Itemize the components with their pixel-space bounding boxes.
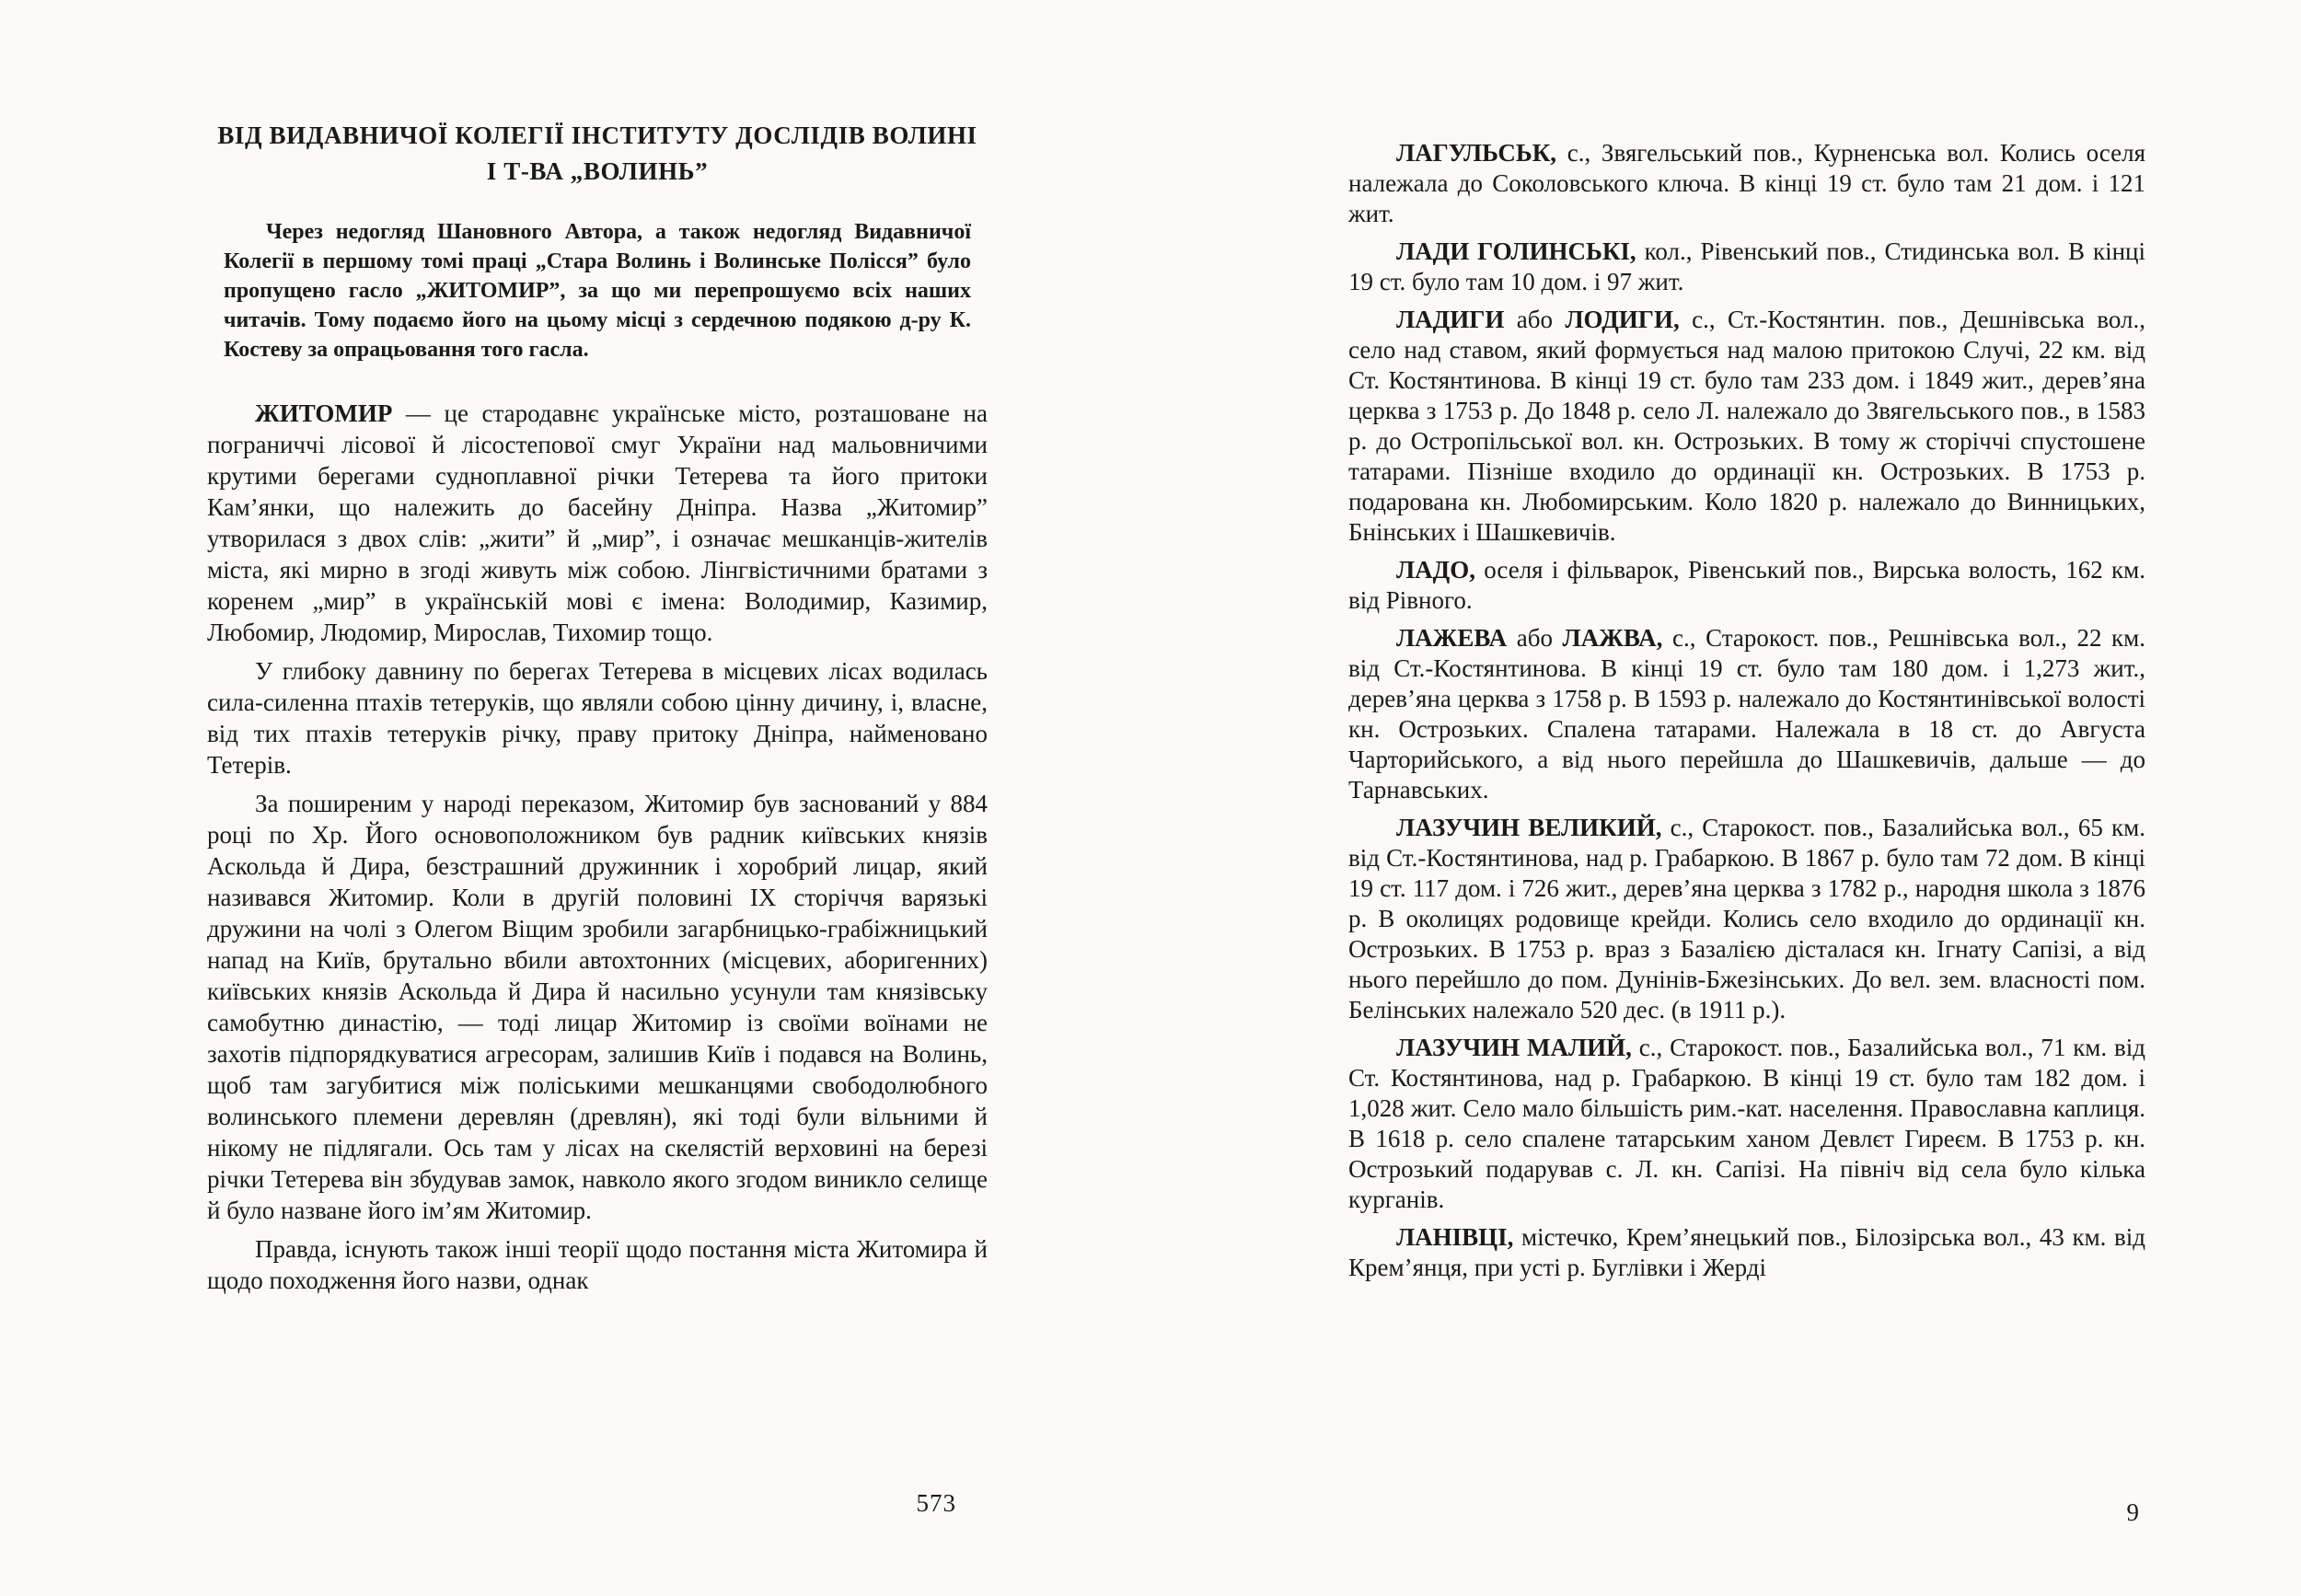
paragraph (1348, 1222, 2145, 1283)
text-run: с., Ст.-Костянтин. пов., Дешнівська вол., село над ставом, який формується над малою притокою Случі, 22 км. від Ст. Костянтинова. В кінці 19 ст. було там 233 дом. і 1849 жит., дерев’яна церква з 1753 р. До 1848 р. село Л. належало до Звягельського пов., в 1583 р. до Остропільської вол. кн. Острозьких. В тому ж сторіччі спустошене татарами. Пізніше входило до ординації кн. Острозьких. В 1753 р. подарована кн. Любомирським. Коло 1820 р. належало до Винницьких, Бнінських і Шашкевичів. (1348, 306, 2145, 546)
gazetteer-entries (1348, 138, 2145, 1283)
entry-headword: ЛАЗУЧИН ВЕЛИКИЙ, (1396, 814, 1662, 841)
entry-headword: ЛАДО, (1396, 556, 1475, 584)
text-run: У глибоку давнину по берегах Тетерева в місцевих лісах водилась сила-силенна птахів тетеруків, що являли собою цінну дичину, і, власне, від тих птахів тетеруків річку, праву притоку Дніпра, найменовано Тетерів. (207, 657, 988, 779)
paragraph (207, 1233, 988, 1296)
entry-headword: ЛАЖЕВА (1396, 624, 1508, 652)
paragraph (1348, 623, 2145, 805)
text-run: с., Старокост. пов., Решнівська вол., 22 км. від Ст.-Костянтинова. В кінці 19 ст. було там 180 дом. і 1,273 жит., дерев’яна церква з 1758 р. В 1593 р. належало до Костянтинівської волості кн. Острозьких. Спалена татарами. Належала в 18 ст. до Августа Чарторийського, а від нього перейшла до Шашкевичів, дальше — до Тарнавських. (1348, 624, 2145, 804)
header-line-1: ВІД ВИДАВНИЧОЇ КОЛЕГІЇ ІНСТИТУТУ ДОСЛІДІВ ВОЛИНІ (217, 121, 977, 149)
text-run: — це стародавнє українське місто, розташоване на пограниччі лісової й лісостепової смуг України над мальовничими крутими берегами судноплавної річки Тетерева та його притоки Кам’янки, що належить до басейну Дніпра. Назва „Житомир” утворилася з двох слів: „жити” й „мир”, і означає мешканців-жителів міста, які мирно в згоді живуть між собою. Лінгвістичними братами з коренем „мир” в українській мові є імена: Володимир, Казимир, Любомир, Людомир, Мирослав, Тихомир тощо. (207, 399, 988, 646)
page-number-left: 573 (916, 1489, 956, 1517)
paragraph (1348, 237, 2145, 297)
entry-headword: ЛАЗУЧИН МАЛИЙ, (1396, 1034, 1632, 1061)
text-run: с., Старокост. пов., Базалийська вол., 65 км. від Ст.-Костянтинова, над р. Грабаркою. В 1867 р. було там 72 дом. В кінці 19 ст. 117 дом. і 726 жит., дерев’яна церква з 1782 р., народня школа з 1876 р. В околицях родовище крейди. Колись село входило до ординації кн. Острозьких. В 1753 р. враз з Базалією дісталася кн. Ігнату Сапізі, а від нього перейшло до пом. Дунінів-Бжезінських. До вел. зем. власності пом. Белінських належало 520 дес. (в 1911 р.). (1348, 814, 2145, 1024)
paragraph (207, 655, 988, 781)
text-run: с., Звягельський пов., Курненська вол. Колись оселя належала до Соколовського ключа. В кінці 19 ст. було там 21 дом. і 121 жит. (1348, 139, 2145, 227)
entry-headword: ЛАГУЛЬСЬК, (1396, 139, 1557, 167)
paragraph (1348, 138, 2145, 229)
entry-headword: ЛАДИ ГОЛИНСЬКІ, (1396, 237, 1636, 265)
text-run: кол., Рівенський пов., Стидинська вол. В кінці 19 ст. було там 10 дом. і 97 жит. (1348, 237, 2145, 295)
paragraph (207, 398, 988, 648)
paragraph (207, 788, 988, 1226)
text-run: містечко, Крем’янецький пов., Білозірська вол., 43 км. від Крем’янця, при усті р. Буглівки і Жерді (1348, 1223, 2145, 1281)
text-run: с., Старокост. пов., Базалийська вол., 71 км. від Ст. Костянтинова, над р. Грабаркою. В кінці 19 ст. було там 182 дом. і 1,028 жит. Село мало більшість рим.-кат. населення. Православна каплиця. В 1618 р. село спалене татарським ханом Девлєт Гиреєм. В 1753 р. кн. Острозький подарував с. Л. кн. Сапізі. На північ від села було кілька курганів. (1348, 1034, 2145, 1213)
text-run: оселя і фільварок, Рівенський пов., Вирська волость, 162 км. від Рівного. (1348, 556, 2145, 614)
header-line-2: І Т-ВА „ВОЛИНЬ” (486, 157, 709, 185)
text-run: або (1504, 306, 1566, 333)
entry-headword: ЛОДИГИ, (1565, 306, 1680, 333)
entry-headword: ЛАДИГИ (1396, 306, 1505, 333)
text-run: Правда, існують також інші теорії щодо постання міста Житомира й щодо походження його назви, однак (207, 1235, 988, 1294)
text-run: або (1507, 624, 1563, 652)
right-page (1348, 138, 2145, 1283)
text-run: За поширеним у народі переказом, Житомир був заснований у 884 році по Хр. Його основоположником був радник київських князів Аскольда й Дира, безстрашний дружинник і хоробрий лицар, який називався Житомир. Коли в другій половині IX сторіччя варязькі дружини на чолі з Олегом Віщим зробили загарбницько-грабіжницький напад на Київ, брутально вбили автохтонних (місцевих, аборигенних) київських князів Аскольда й Дира й насильно усунули там князівську самобутню династію, — тоді лицар Житомир із своїми воїнами не захотів підпорядкуватися агресорам, залишив Київ і подався на Волинь, щоб там загубитися між поліськими мешканцями свободолюбного волинського племени деревлян (древлян), які тоді були вільними й нікому не підлягали. Ось там у лісах на скелястій верховині на березі річки Тетерева він збудував замок, навколо якого згодом виникло селище й було назване його ім’ям Житомир. (207, 790, 988, 1224)
entry-headword: ЖИТОМИР (255, 399, 393, 427)
entry-headword: ЛАЖВА, (1562, 624, 1663, 652)
editorial-notice: Через недогляд Шановного Автора, а також недогляд Видавничої Колегії в першому томі праці „Стара Волинь і Волинське Полісся” було пропущено гасло „ЖИТОМИР”, за що ми перепрошуємо всіх наших читачів. Тому подаємо його на цьому місці з сердечною подякою д-ру К. Костеву за опрацьовання того гасла. (224, 220, 971, 362)
article-body (207, 398, 988, 1296)
paragraph (1348, 1033, 2145, 1215)
paragraph (1348, 305, 2145, 548)
section-header (207, 118, 988, 190)
paragraph (1348, 813, 2145, 1025)
page-number-right: 9 (2126, 1498, 2140, 1526)
entry-headword: ЛАНІВЦІ, (1396, 1223, 1514, 1251)
left-page (207, 118, 988, 1296)
paragraph (1348, 555, 2145, 616)
